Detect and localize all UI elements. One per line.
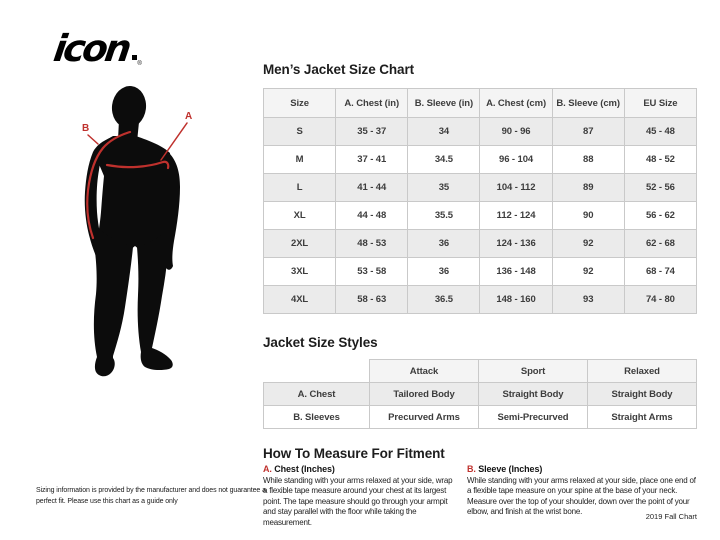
- column-header: B. Sleeve (in): [408, 89, 480, 118]
- measure-columns: [263, 464, 697, 528]
- measure-heading-chest: [263, 464, 455, 474]
- table-cell: 124 - 136: [480, 230, 552, 258]
- column-header: [264, 360, 370, 383]
- table-cell: 48 - 52: [624, 146, 696, 174]
- table-cell: S: [264, 118, 336, 146]
- measurement-figure: [40, 80, 260, 480]
- table-cell: Straight Arms: [588, 406, 697, 429]
- table-row: [264, 118, 697, 146]
- logo-dot: [132, 55, 137, 60]
- body-silhouette: [85, 84, 180, 376]
- table-cell: 56 - 62: [624, 202, 696, 230]
- table-cell: 52 - 56: [624, 174, 696, 202]
- measure-heading-sleeve: [467, 464, 697, 474]
- table-cell: 36.5: [408, 286, 480, 314]
- table-row: [264, 202, 697, 230]
- silhouette-right-leg: [137, 230, 173, 370]
- style-chart-header-row: [264, 360, 697, 383]
- table-cell: 148 - 160: [480, 286, 552, 314]
- table-cell: 87: [552, 118, 624, 146]
- column-header: Size: [264, 89, 336, 118]
- table-cell: A. Chest: [264, 383, 370, 406]
- table-cell: 74 - 80: [624, 286, 696, 314]
- size-chart-title: Men’s Jacket Size Chart: [263, 62, 415, 77]
- column-header: B. Sleeve (cm): [552, 89, 624, 118]
- table-cell: 93: [552, 286, 624, 314]
- table-cell: 92: [552, 258, 624, 286]
- table-cell: 34.5: [408, 146, 480, 174]
- table-cell: L: [264, 174, 336, 202]
- icon-logo: [50, 27, 142, 70]
- column-header: Sport: [479, 360, 588, 383]
- icon-logo-text: icon: [50, 27, 132, 70]
- table-cell: 104 - 112: [480, 174, 552, 202]
- column-header: EU Size: [624, 89, 696, 118]
- table-cell: 35: [408, 174, 480, 202]
- table-cell: 35.5: [408, 202, 480, 230]
- table-row: [264, 286, 697, 314]
- style-chart-table: [263, 359, 697, 429]
- measure-body-chest: While standing with your arms relaxed at your side, wrap a flexible tape measure around your chest at its largest point. The tape measure should go through your armpit and stay parallel with the floor while taking the measurement.: [263, 476, 453, 527]
- column-header: Attack: [370, 360, 479, 383]
- chest-label-a: A: [185, 111, 193, 122]
- table-cell: Straight Body: [479, 383, 588, 406]
- size-chart-table: [263, 88, 697, 314]
- table-cell: 44 - 48: [336, 202, 408, 230]
- table-cell: Precurved Arms: [370, 406, 479, 429]
- table-cell: 53 - 58: [336, 258, 408, 286]
- table-cell: 92: [552, 230, 624, 258]
- table-cell: 58 - 63: [336, 286, 408, 314]
- label-b-pointer-line: [88, 135, 98, 144]
- table-cell: M: [264, 146, 336, 174]
- table-cell: 36: [408, 258, 480, 286]
- column-header: A. Chest (in): [336, 89, 408, 118]
- table-cell: 89: [552, 174, 624, 202]
- table-cell: 3XL: [264, 258, 336, 286]
- table-cell: 136 - 148: [480, 258, 552, 286]
- sleeve-label-b: B: [82, 123, 90, 134]
- table-cell: Tailored Body: [370, 383, 479, 406]
- table-cell: 4XL: [264, 286, 336, 314]
- table-cell: B. Sleeves: [264, 406, 370, 429]
- table-cell: 45 - 48: [624, 118, 696, 146]
- table-cell: 96 - 104: [480, 146, 552, 174]
- table-row: [264, 258, 697, 286]
- measure-title: How To Measure For Fitment: [263, 446, 445, 461]
- silhouette-left-leg: [93, 226, 133, 376]
- registered-mark: ®: [137, 61, 142, 67]
- table-cell: 112 - 124: [480, 202, 552, 230]
- measure-heading-chest-text: Chest (Inches): [274, 464, 335, 474]
- measure-heading-sleeve-text: Sleeve (Inches): [478, 464, 543, 474]
- content-column: [263, 0, 697, 540]
- table-cell: 48 - 53: [336, 230, 408, 258]
- disclaimer-text: Sizing information is provided by the manufacturer and does not guarantee a perfect fit. Please use this chart as a guide only: [36, 487, 266, 505]
- table-row: [264, 383, 697, 406]
- measure-body-sleeve: While standing with your arms relaxed at your side, place one end of a flexible tape measure on your spine at the base of your neck. Measure over the top of your shoulder, down over the point of your elbow, and finish at the wrist bone.: [467, 476, 696, 517]
- table-row: [264, 146, 697, 174]
- table-cell: 34: [408, 118, 480, 146]
- measure-prefix-b: B.: [467, 464, 476, 474]
- table-cell: 88: [552, 146, 624, 174]
- table-row: [264, 230, 697, 258]
- style-chart-body: [264, 383, 697, 429]
- table-row: [264, 174, 697, 202]
- table-cell: 62 - 68: [624, 230, 696, 258]
- table-cell: 68 - 74: [624, 258, 696, 286]
- table-cell: 37 - 41: [336, 146, 408, 174]
- measure-prefix-a: A.: [263, 464, 272, 474]
- column-header: A. Chest (cm): [480, 89, 552, 118]
- table-cell: XL: [264, 202, 336, 230]
- table-cell: Semi-Precurved: [479, 406, 588, 429]
- measure-section-chest: [263, 464, 455, 528]
- table-cell: Straight Body: [588, 383, 697, 406]
- column-header: Relaxed: [588, 360, 697, 383]
- table-cell: 41 - 44: [336, 174, 408, 202]
- size-chart-header-row: [264, 89, 697, 118]
- table-cell: 2XL: [264, 230, 336, 258]
- style-chart-title: Jacket Size Styles: [263, 335, 378, 350]
- table-row: [264, 406, 697, 429]
- chart-version: 2019 Fall Chart: [645, 512, 697, 521]
- table-cell: 35 - 37: [336, 118, 408, 146]
- table-cell: 90: [552, 202, 624, 230]
- table-cell: 90 - 96: [480, 118, 552, 146]
- table-cell: 36: [408, 230, 480, 258]
- size-chart-body: [264, 118, 697, 314]
- label-a-pointer-line: [161, 123, 187, 160]
